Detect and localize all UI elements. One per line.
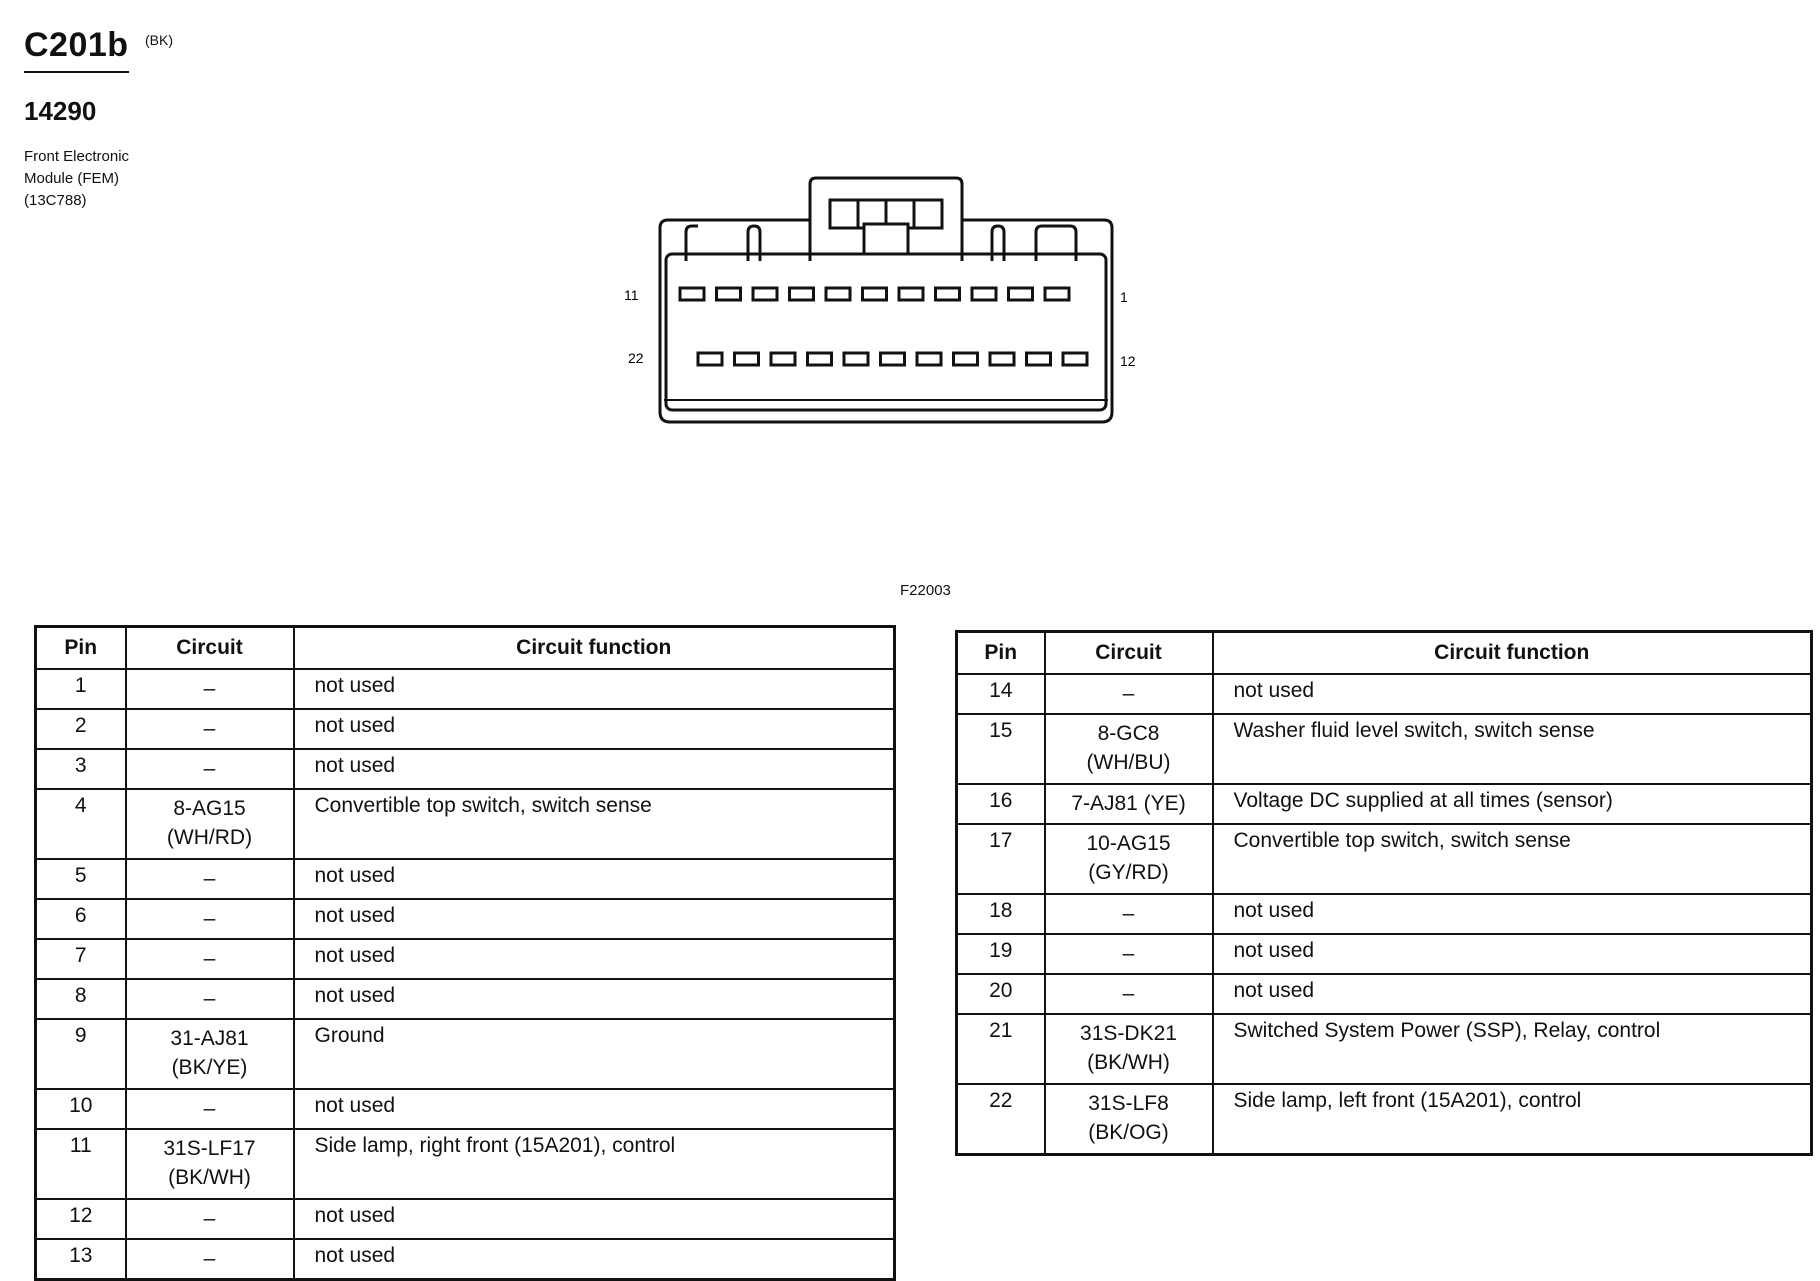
- wire-color: (BK/WH): [1087, 1051, 1170, 1074]
- pin-row-bottom: [698, 353, 1087, 365]
- pin-terminal: [954, 353, 978, 365]
- pin-terminal: [972, 288, 996, 300]
- pin-number: 15: [957, 714, 1045, 784]
- circuit-function: Convertible top switch, switch sense: [294, 789, 895, 859]
- circuit-code: [126, 749, 294, 789]
- pin-terminal: [990, 353, 1014, 365]
- circuit-id: –: [203, 867, 216, 890]
- circuit-id: –: [203, 717, 216, 740]
- table-row: [36, 899, 895, 939]
- pin-number: 12: [36, 1199, 126, 1239]
- circuit-code: [1045, 894, 1213, 934]
- description-line: (13C788): [24, 192, 87, 209]
- pin-terminal: [735, 353, 759, 365]
- circuit-code: [1045, 1084, 1213, 1155]
- circuit-code: [126, 1199, 294, 1239]
- pin-number: 16: [957, 784, 1045, 824]
- pin-terminal: [917, 353, 941, 365]
- pin-terminal: [1063, 353, 1087, 365]
- table-row: [957, 824, 1812, 894]
- table-row: [36, 1129, 895, 1199]
- figure-id: F22003: [900, 582, 951, 599]
- header-pin: Pin: [957, 632, 1045, 675]
- pinout-table-left: [34, 625, 896, 1281]
- circuit-id: 10-AG15: [1086, 832, 1171, 855]
- circuit-code: [1045, 674, 1213, 714]
- table-row: [36, 749, 895, 789]
- pin-number: 7: [36, 939, 126, 979]
- circuit-code: [126, 789, 294, 859]
- table-row: [957, 1014, 1812, 1084]
- pin-number: 3: [36, 749, 126, 789]
- circuit-function: Switched System Power (SSP), Relay, control: [1213, 1014, 1812, 1084]
- pin-number: 6: [36, 899, 126, 939]
- circuit-code: [126, 1089, 294, 1129]
- pin-terminal: [863, 288, 887, 300]
- pin-terminal: [1027, 353, 1051, 365]
- table-row: [36, 669, 895, 709]
- pin-terminal: [717, 288, 741, 300]
- pin-number: 2: [36, 709, 126, 749]
- pin-terminal: [698, 353, 722, 365]
- circuit-id: –: [203, 947, 216, 970]
- table-row: [36, 1199, 895, 1239]
- pin-number: 21: [957, 1014, 1045, 1084]
- circuit-code: [126, 1129, 294, 1199]
- circuit-id: –: [203, 987, 216, 1010]
- pin-terminal: [936, 288, 960, 300]
- pin-label-bottom-right: 12: [1120, 353, 1136, 369]
- circuit-id: –: [203, 907, 216, 930]
- pin-number: 13: [36, 1239, 126, 1280]
- table-row: [36, 1019, 895, 1089]
- circuit-id: –: [1122, 982, 1135, 1005]
- module-description: [24, 146, 129, 212]
- pin-terminal: [808, 353, 832, 365]
- header-circuit-function: Circuit function: [294, 627, 895, 670]
- circuit-id: 31-AJ81: [170, 1027, 249, 1050]
- pinout-table-right: [955, 630, 1813, 1156]
- circuit-id: –: [203, 757, 216, 780]
- pin-terminal: [771, 353, 795, 365]
- pin-number: 20: [957, 974, 1045, 1014]
- circuit-code: [126, 1019, 294, 1089]
- circuit-function: not used: [1213, 674, 1812, 714]
- pin-terminal: [680, 288, 704, 300]
- circuit-id: 8-GC8: [1097, 722, 1160, 745]
- pin-number: 22: [957, 1084, 1045, 1155]
- circuit-id: 8-AG15: [173, 797, 246, 820]
- pin-number: 4: [36, 789, 126, 859]
- pin-number: 19: [957, 934, 1045, 974]
- pin-terminal: [881, 353, 905, 365]
- circuit-function: Ground: [294, 1019, 895, 1089]
- circuit-function: not used: [1213, 934, 1812, 974]
- circuit-id: –: [1122, 942, 1135, 965]
- connector-header: [24, 26, 173, 65]
- pin-terminal: [1045, 288, 1069, 300]
- circuit-code: [126, 1239, 294, 1280]
- part-number: 14290: [24, 96, 97, 126]
- circuit-function: not used: [294, 749, 895, 789]
- circuit-function: Side lamp, left front (15A201), control: [1213, 1084, 1812, 1155]
- circuit-function: not used: [1213, 894, 1812, 934]
- table-row: [957, 894, 1812, 934]
- circuit-code: [1045, 934, 1213, 974]
- table-row: [36, 789, 895, 859]
- table-row: [957, 974, 1812, 1014]
- wire-color: (WH/RD): [166, 826, 253, 849]
- circuit-function: not used: [294, 939, 895, 979]
- table-row: [957, 674, 1812, 714]
- circuit-function: Washer fluid level switch, switch sense: [1213, 714, 1812, 784]
- wire-color: (BK/YE): [171, 1056, 248, 1079]
- circuit-function: not used: [1213, 974, 1812, 1014]
- circuit-id: 7-AJ81 (YE): [1071, 792, 1186, 815]
- pin-terminal: [826, 288, 850, 300]
- circuit-id: –: [203, 1207, 216, 1230]
- circuit-function: Side lamp, right front (15A201), control: [294, 1129, 895, 1199]
- pin-terminal: [899, 288, 923, 300]
- header-circuit: Circuit: [1045, 632, 1213, 675]
- wire-color: (WH/BU): [1086, 751, 1171, 774]
- pin-number: 18: [957, 894, 1045, 934]
- pin-label-bottom-left: 22: [628, 350, 644, 366]
- pin-terminal: [1009, 288, 1033, 300]
- table-row: [957, 1084, 1812, 1155]
- wire-color: (BK/OG): [1088, 1121, 1169, 1144]
- table-row: [36, 1239, 895, 1280]
- circuit-code: [1045, 1014, 1213, 1084]
- circuit-function: not used: [294, 669, 895, 709]
- circuit-code: [1045, 824, 1213, 894]
- circuit-code: [126, 669, 294, 709]
- table-row: [36, 1089, 895, 1129]
- circuit-id: 31S-LF8: [1088, 1092, 1169, 1115]
- header-pin: Pin: [36, 627, 126, 670]
- circuit-function: not used: [294, 709, 895, 749]
- table-row: [36, 709, 895, 749]
- circuit-id: 31S-LF17: [163, 1137, 256, 1160]
- pin-label-top-left: 11: [624, 287, 639, 303]
- table-row: [36, 979, 895, 1019]
- circuit-code: [126, 939, 294, 979]
- pin-number: 8: [36, 979, 126, 1019]
- description-line: Front Electronic: [24, 148, 130, 165]
- connector-id: C201b: [24, 26, 129, 64]
- circuit-function: not used: [294, 979, 895, 1019]
- circuit-function: not used: [294, 1199, 895, 1239]
- circuit-code: [1045, 714, 1213, 784]
- description-line: Module (FEM): [24, 170, 120, 187]
- circuit-function: Convertible top switch, switch sense: [1213, 824, 1812, 894]
- pin-number: 17: [957, 824, 1045, 894]
- circuit-code: [1045, 784, 1213, 824]
- circuit-id: –: [1122, 682, 1135, 705]
- circuit-code: [126, 979, 294, 1019]
- pin-number: 5: [36, 859, 126, 899]
- wire-color: (GY/RD): [1088, 861, 1169, 884]
- table-row: [957, 784, 1812, 824]
- wire-color: (BK/WH): [168, 1166, 251, 1189]
- circuit-id: –: [203, 1247, 216, 1270]
- pin-terminal: [790, 288, 814, 300]
- circuit-id: 31S-DK21: [1080, 1022, 1177, 1045]
- pin-number: 11: [36, 1129, 126, 1199]
- pin-number: 9: [36, 1019, 126, 1089]
- circuit-code: [126, 709, 294, 749]
- pin-label-top-right: 1: [1120, 289, 1128, 305]
- pin-number: 1: [36, 669, 126, 709]
- circuit-code: [126, 859, 294, 899]
- pin-row-top: [680, 288, 1069, 300]
- pin-terminal: [753, 288, 777, 300]
- circuit-code: [126, 899, 294, 939]
- table-row: [36, 939, 895, 979]
- circuit-code: [1045, 974, 1213, 1014]
- header-circuit-function: Circuit function: [1213, 632, 1812, 675]
- pin-number: 10: [36, 1089, 126, 1129]
- circuit-id: –: [203, 1097, 216, 1120]
- table-row: [957, 934, 1812, 974]
- circuit-function: not used: [294, 859, 895, 899]
- pin-terminal: [844, 353, 868, 365]
- table-row: [957, 714, 1812, 784]
- table-row: [36, 859, 895, 899]
- circuit-id: –: [1122, 902, 1135, 925]
- connector-color: (BK): [145, 32, 174, 48]
- circuit-function: not used: [294, 899, 895, 939]
- pin-number: 14: [957, 674, 1045, 714]
- circuit-function: Voltage DC supplied at all times (sensor): [1213, 784, 1812, 824]
- circuit-id: –: [203, 677, 216, 700]
- circuit-function: not used: [294, 1089, 895, 1129]
- circuit-function: not used: [294, 1239, 895, 1280]
- header-circuit: Circuit: [126, 627, 294, 670]
- connector-face-diagram: [620, 168, 1140, 448]
